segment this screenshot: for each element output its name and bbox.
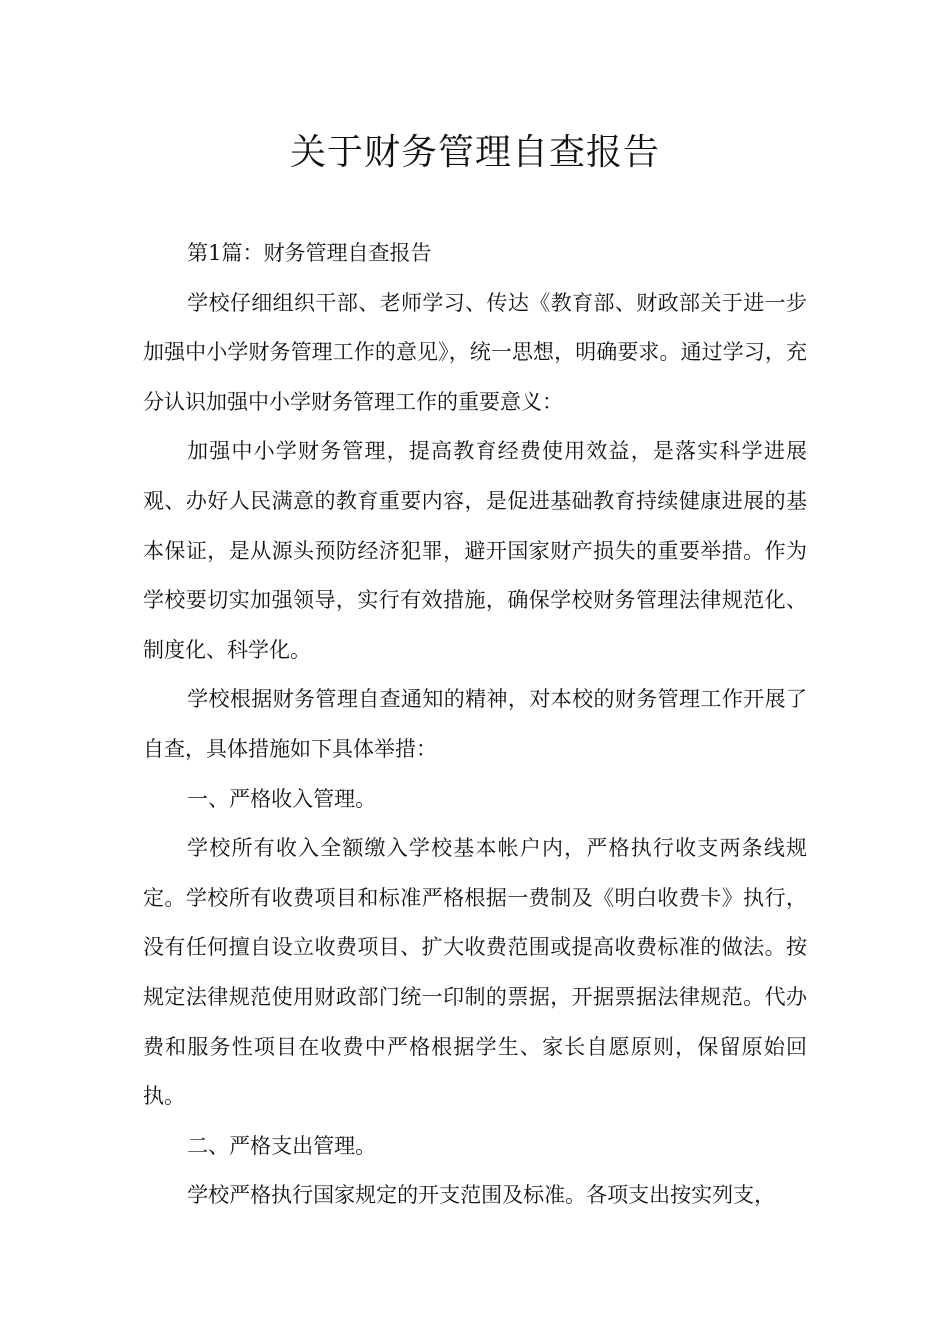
paragraph-section-heading: 第1篇：财务管理自查报告: [187, 241, 432, 265]
paragraph-subheading: 二、严格支出管理。: [187, 1133, 377, 1158]
paragraph: 学校所有收入全额缴入学校基本帐户内，严格执行收支两条线规定。学校所有收费项目和标准严格根据一费制及《明白收费卡》执行，没有任何擅自设立收费项目、扩大收费范围或提高收费标准的做法。按规定法律规范使用财政部门统一印制的票据，开据票据法律规范。代办费和服务性项目在收费中严格根据学生、家长自愿原则，保留原始回执。: [143, 836, 807, 1109]
paragraph: 加强中小学财务管理，提高教育经费使用效益，是落实科学进展观、办好人民满意的教育重要内容，是促进基础教育持续健康进展的基本保证，是从源头预防经济犯罪，避开国家财产损失的重要举措。作为学校要切实加强领导，实行有效措施，确保学校财务管理法律规范化、制度化、科学化。: [143, 439, 807, 662]
paragraph: 学校严格执行国家规定的开支范围及标准。各项支出按实列支，: [187, 1183, 776, 1208]
document-title: 关于财务管理自查报告: [289, 132, 660, 173]
paragraph: 学校根据财务管理自查通知的精神，对本校的财务管理工作开展了自查，具体措施如下具体举措：: [143, 687, 807, 761]
document-body: [143, 229, 807, 1221]
paragraph-subheading: 一、严格收入管理。: [187, 786, 377, 811]
paragraph: 学校仔细组织干部、老师学习、传达《教育部、财政部关于进一步加强中小学财务管理工作的意见》，统一思想，明确要求。通过学习，充分认识加强中小学财务管理工作的重要意义：: [143, 290, 807, 414]
